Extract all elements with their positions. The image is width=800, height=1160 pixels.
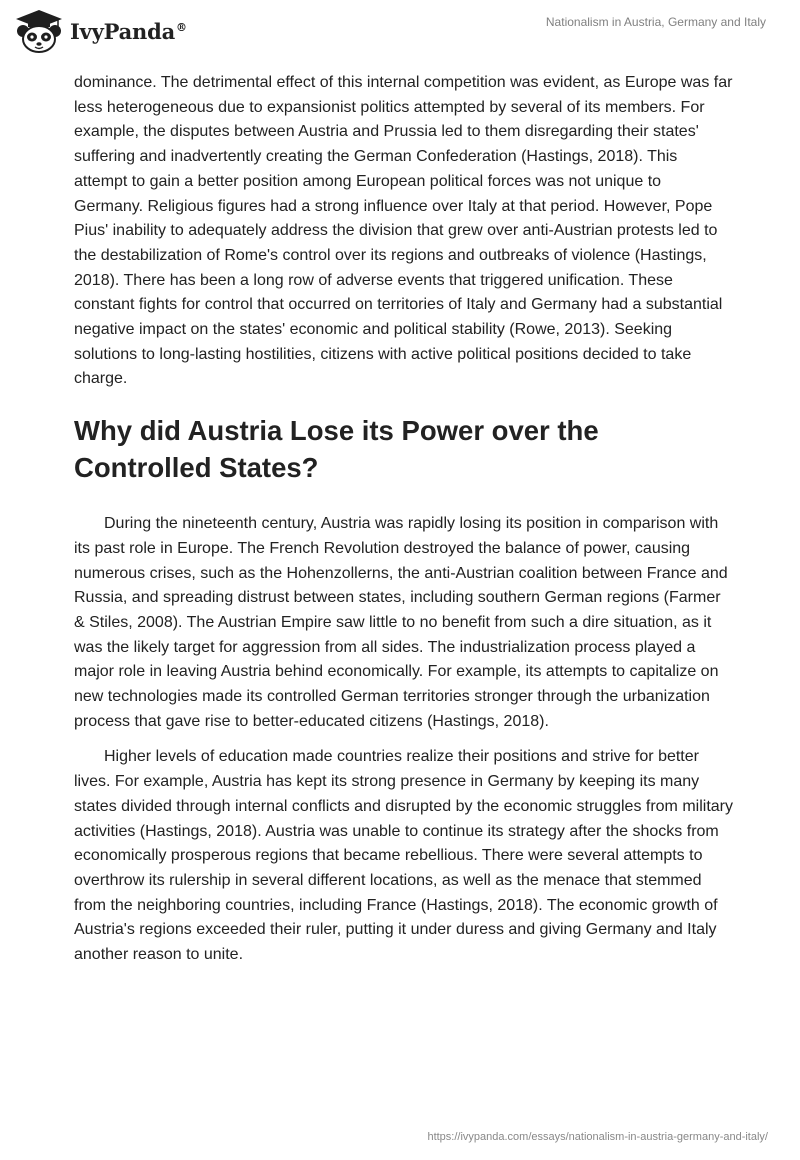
page-header	[0, 0, 800, 70]
registered-mark: ®	[176, 20, 187, 34]
document-title: Nationalism in Austria, Germany and Italy	[545, 15, 766, 29]
body-paragraph-1: During the nineteenth century, Austria was rapidly losing its position in comparison with its past role in Europe. The French Revolution destroyed the balance of power, causing numerous crises, such as the Hohenzollerns, the anti-Austrian coalition between France and Russia, and spreading distrust between states, including southern German regions (Farmer & Stiles, 2008). The Austrian Empire saw little to no benefit from such a dire situation, as it was the likely target for aggression from all sides. The industrialization process played a major role in leaving Austria behind economically. For example, its attempts to capitalize on new technologies made its controlled German territories stronger through the urbanization process that gave rise to better-educated citizens (Hastings, 2018).	[74, 515, 728, 730]
intro-paragraph: dominance. The detrimental effect of this internal competition was evident, as Europe was far less heterogeneous due to expansionist politics attempted by several of its members. For example, the disputes between Austria and Prussia led to them disregarding their states' suffering and inadvertently creating the German Confederation (Hastings, 2018). This attempt to gain a better position among European political forces was not unique to Germany. Religious figures had a strong influence over Italy at that period. However, Pope Pius' inability to adequately address the division that grew over anti-Austrian protests led to the destabilization of Rome's control over its regions and outbreaks of violence (Hastings, 2018). There has been a long row of adverse events that triggered unification. These constant fights for control that occurred on territories of Italy and Germany had a substantial negative impact on the states' economic and political stability (Rowe, 2013). Seeking solutions to long-lasting hostilities, citizens with active political positions decided to take charge.	[74, 74, 733, 388]
brand-logo[interactable]	[14, 8, 187, 54]
source-url[interactable]: https://ivypanda.com/essays/nationalism-in-austria-germany-and-italy/	[427, 1131, 768, 1143]
article-body	[74, 71, 734, 979]
section-heading: Why did Austria Lose its Power over the Controlled States?	[74, 415, 599, 484]
body-paragraph-2: Higher levels of education made countries realize their positions and strive for better lives. For example, Austria has kept its strong presence in Germany by keeping its many states divided through internal conflicts and disrupted by the economic struggles from military activities (Hastings, 2018). Austria was unable to continue its strategy after the shocks from economically prosperous regions that became rebellious. There were several attempts to overthrow its rulership in several different locations, as well as the menace that stemmed from the neighboring countries, including France (Hastings, 2018). The economic growth of Austria's regions exceeded their ruler, putting it under duress and giving Germany and Italy another reason to unite.	[74, 748, 733, 964]
brand-name: IvyPanda®	[70, 18, 187, 44]
panda-graduate-icon	[14, 8, 64, 54]
